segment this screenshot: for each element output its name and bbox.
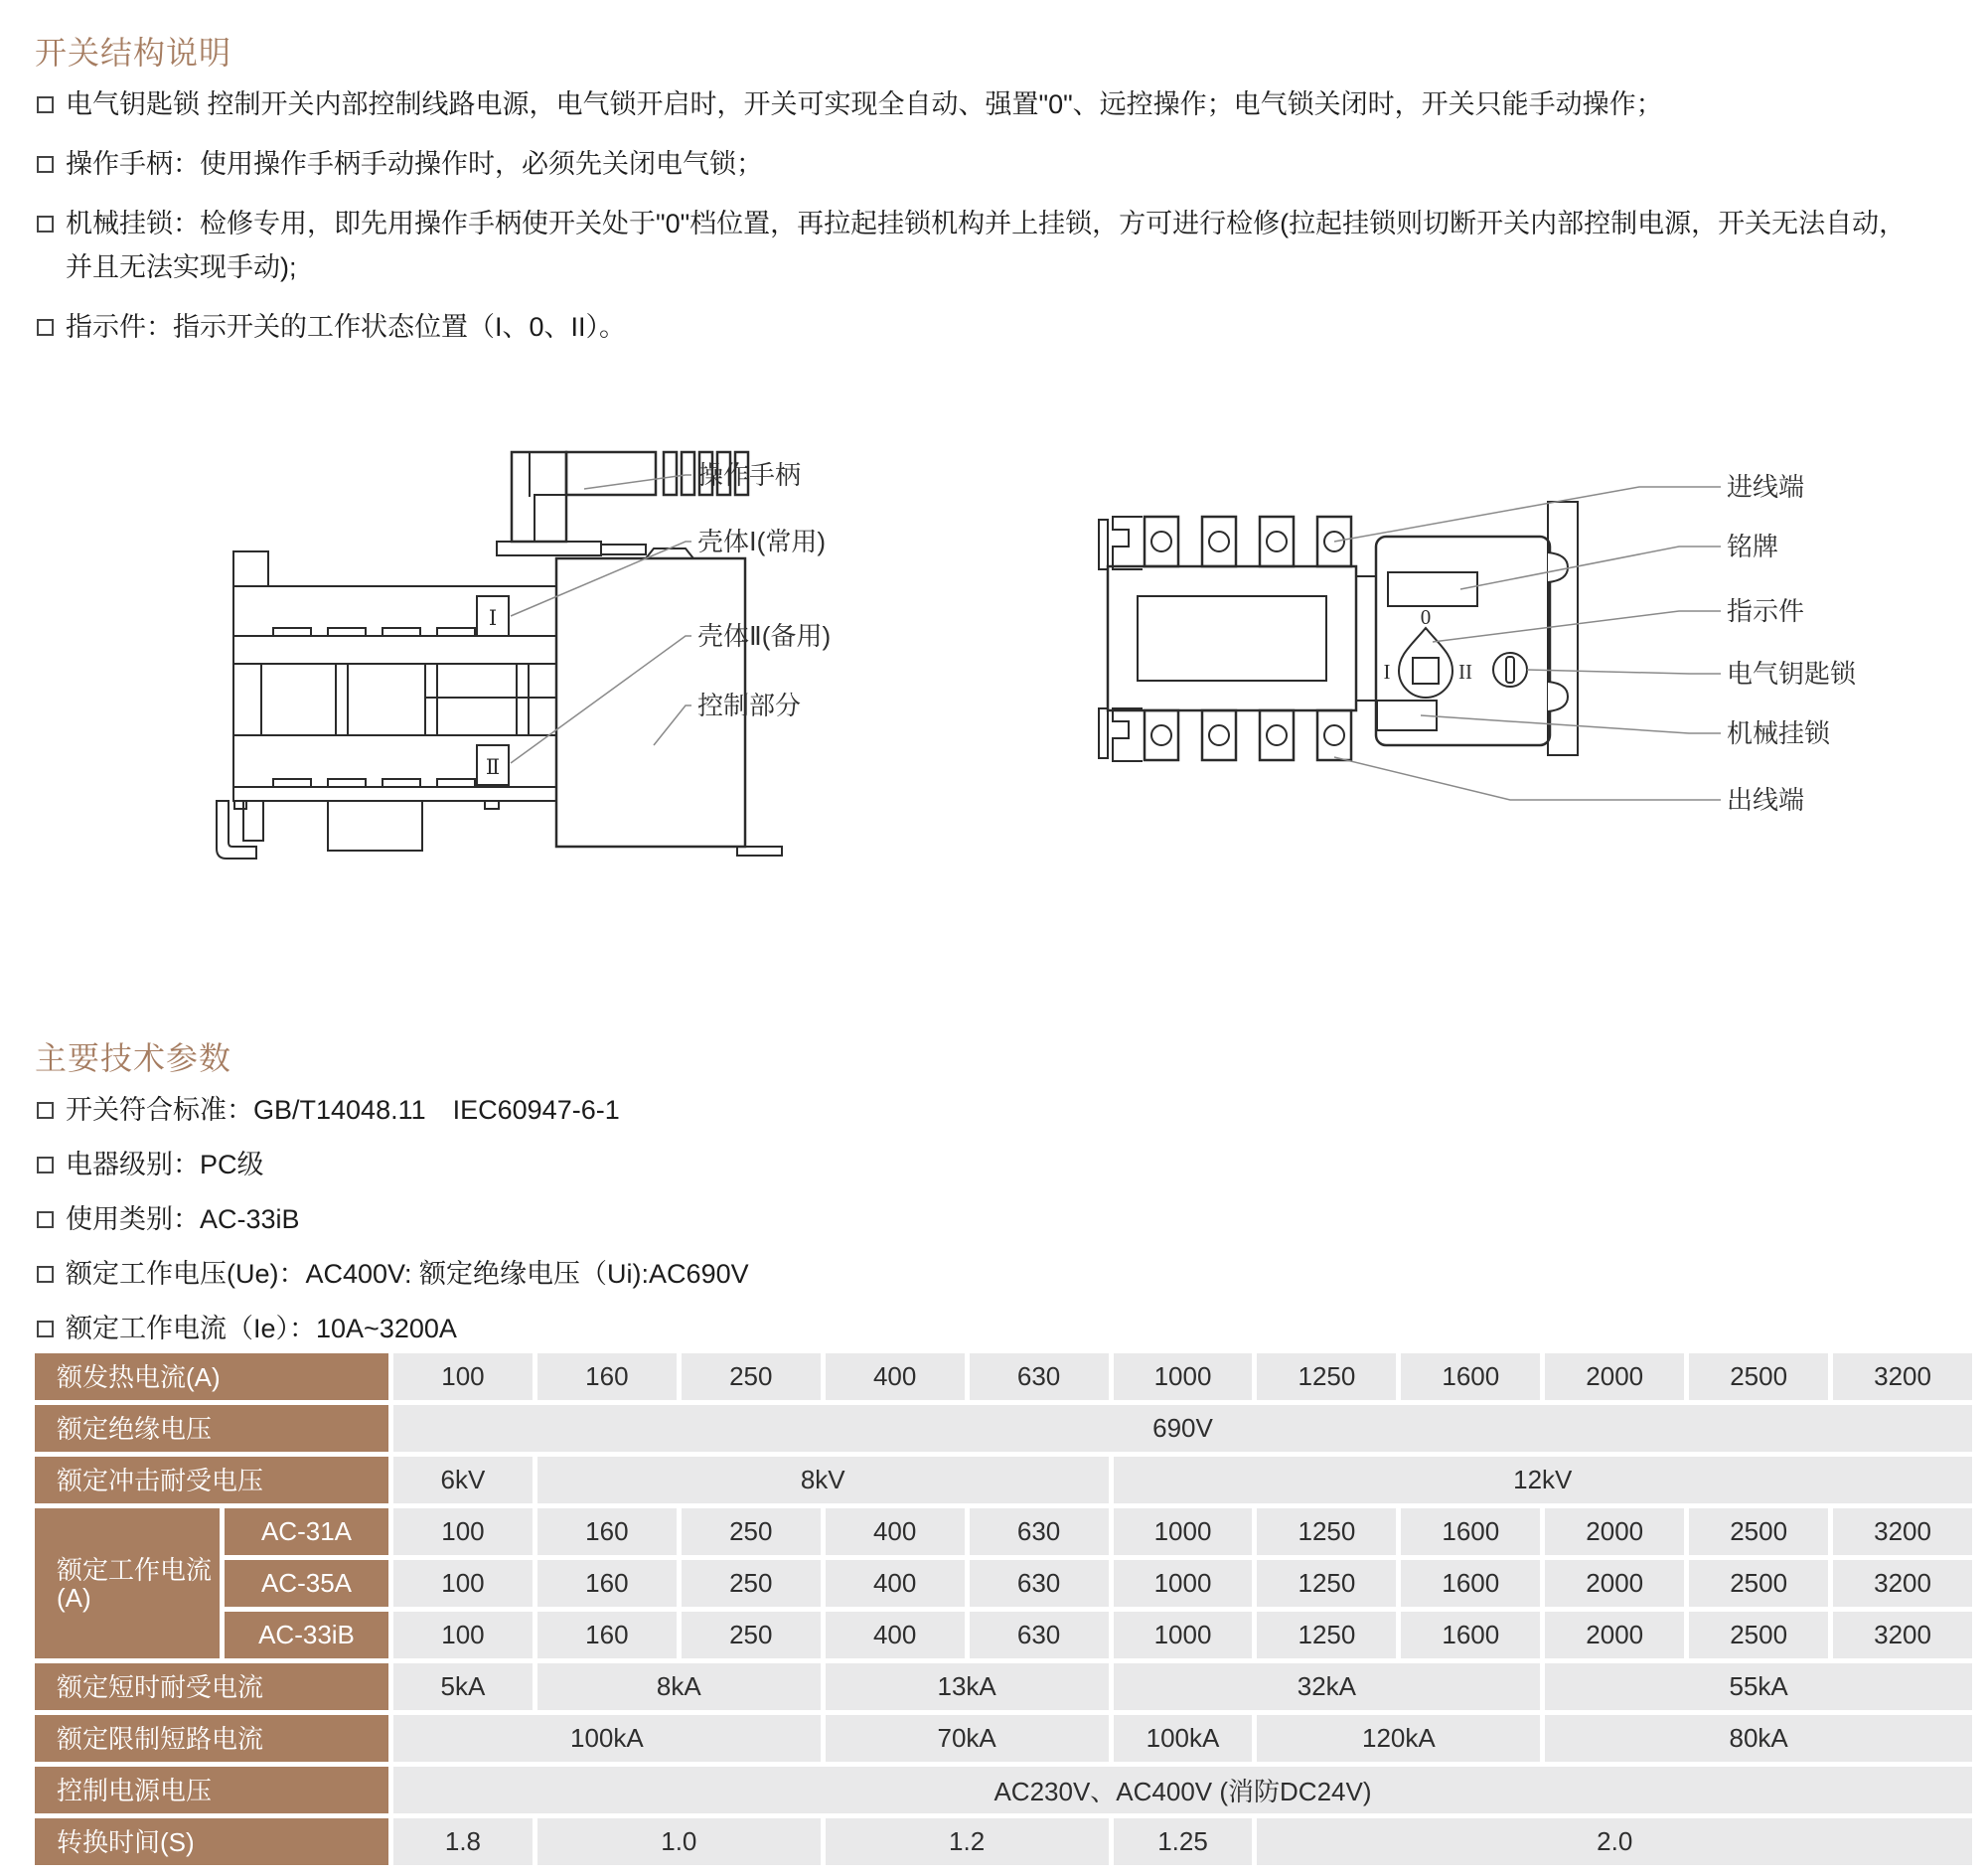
spec-value-cell: 160: [537, 1612, 677, 1658]
spec-value-cell: 1.0: [537, 1818, 821, 1865]
spec-value-cell: 100kA: [1114, 1715, 1253, 1762]
spec-header-cell: 转换时间(S): [35, 1818, 388, 1865]
spec-value-cell: 3200: [1833, 1508, 1972, 1555]
spec-value-cell: 3200: [1833, 1612, 1972, 1658]
spec-header-cell: 额定限制短路电流: [35, 1715, 388, 1762]
spec-value-cell: 100kA: [393, 1715, 821, 1762]
spec-value-cell: 32kA: [1114, 1663, 1541, 1710]
side-view-diagram: [189, 447, 874, 864]
indicator-pos1-mark: I: [1383, 660, 1391, 684]
indicator-pos2-mark: II: [1458, 660, 1472, 684]
spec-value-cell: 2.0: [1257, 1818, 1972, 1865]
bullet-item: [35, 1257, 1952, 1291]
spec-value-cell: 1000: [1114, 1560, 1253, 1607]
bullet-square-icon: [37, 96, 54, 113]
spec-value-cell: 1000: [1114, 1612, 1253, 1658]
diagram-label-control: 控制部分: [697, 691, 802, 720]
spec-value-cell: 8kA: [537, 1663, 821, 1710]
spec-header-cell: 额定工作电流(A): [35, 1508, 220, 1658]
spec-value-cell: 400: [826, 1560, 965, 1607]
spec-value-cell: 13kA: [826, 1663, 1109, 1710]
spec-value-cell: 400: [826, 1353, 965, 1400]
spec-value-cell: 2000: [1545, 1508, 1684, 1555]
spec-value-cell: 3200: [1833, 1560, 1972, 1607]
spec-value-cell: 1.25: [1114, 1818, 1253, 1865]
bullet-text: 电气钥匙锁 控制开关内部控制线路电源，电气锁开启时，开关可实现全自动、强置"0"、远控操作；电气锁关闭时，开关只能手动操作；: [66, 89, 1663, 119]
bullet-text: 开关符合标准：GB/T14048.11 IEC60947-6-1: [66, 1095, 620, 1125]
diagram-label-shell2: 壳体Ⅱ(备用): [697, 621, 832, 651]
spec-value-cell: 1250: [1257, 1508, 1396, 1555]
spec-value-cell: 630: [970, 1508, 1109, 1555]
structure-bullet-list: [35, 87, 1952, 370]
spec-value-cell: 2500: [1689, 1560, 1828, 1607]
spec-value-cell: AC230V、AC400V (消防DC24V): [393, 1767, 1972, 1813]
incoming-terminals: [1145, 517, 1351, 566]
spec-value-cell: 6kV: [393, 1457, 533, 1503]
spec-header-cell: AC-33iB: [225, 1612, 388, 1658]
spec-value-cell: 250: [682, 1353, 821, 1400]
bullet-item: [35, 310, 1952, 344]
spec-value-cell: 70kA: [826, 1715, 1109, 1762]
diagram-label-keylock: 电气钥匙锁: [1727, 659, 1857, 689]
diagram-label-padlock: 机械挂锁: [1727, 718, 1831, 748]
spec-header-cell: AC-35A: [225, 1560, 388, 1607]
bullet-square-icon: [37, 216, 54, 233]
spec-value-cell: 1.2: [826, 1818, 1109, 1865]
spec-value-cell: 1250: [1257, 1560, 1396, 1607]
diagram-label-incoming: 进线端: [1727, 472, 1805, 502]
spec-value-cell: 2500: [1689, 1612, 1828, 1658]
switch-stack-drawing: [217, 551, 556, 859]
spec-value-cell: 5kA: [393, 1663, 533, 1710]
indicator-zero-mark: 0: [1420, 605, 1432, 629]
bullet-item: [35, 1312, 1952, 1345]
left-mounting-brackets: [1099, 517, 1143, 761]
spec-value-cell: 630: [970, 1353, 1109, 1400]
spec-value-cell: 1600: [1401, 1508, 1540, 1555]
spec-value-cell: 690V: [393, 1405, 1972, 1452]
spec-value-cell: 160: [537, 1353, 677, 1400]
spec-value-cell: 100: [393, 1353, 533, 1400]
diagram-label-outgoing: 出线端: [1727, 785, 1805, 815]
spec-value-cell: 2000: [1545, 1612, 1684, 1658]
bullet-square-icon: [37, 1321, 54, 1337]
bullet-item: [35, 1202, 1952, 1236]
spec-header-cell: 控制电源电压: [35, 1767, 388, 1813]
spec-value-cell: 1000: [1114, 1508, 1253, 1555]
section-title-parameters: 主要技术参数: [35, 1040, 232, 1076]
spec-value-cell: 55kA: [1545, 1663, 1972, 1710]
spec-table: [35, 1353, 1972, 1865]
spec-value-cell: 1600: [1401, 1612, 1540, 1658]
bullet-item: [35, 87, 1952, 121]
spec-value-cell: 2000: [1545, 1560, 1684, 1607]
spec-value-cell: 100: [393, 1508, 533, 1555]
spec-header-cell: 额发热电流(A): [35, 1353, 388, 1400]
spec-value-cell: 250: [682, 1560, 821, 1607]
spec-value-cell: 630: [970, 1560, 1109, 1607]
top-view-diagram: [1083, 447, 1898, 864]
diagram-label-nameplate: 铭牌: [1727, 532, 1779, 561]
bullet-text: 额定工作电流（Ie）：10A~3200A: [66, 1314, 457, 1343]
spec-header-cell: AC-31A: [225, 1508, 388, 1555]
outgoing-terminals: [1145, 710, 1351, 760]
bullet-square-icon: [37, 1266, 54, 1283]
control-head-drawing: [1376, 537, 1550, 745]
spec-value-cell: 630: [970, 1612, 1109, 1658]
spec-value-cell: 1250: [1257, 1612, 1396, 1658]
spec-header-cell: 额定冲击耐受电压: [35, 1457, 388, 1503]
bullet-square-icon: [37, 1157, 54, 1173]
parameter-bullet-list: [35, 1093, 1952, 1366]
spec-value-cell: 80kA: [1545, 1715, 1972, 1762]
spec-value-cell: 1600: [1401, 1560, 1540, 1607]
bullet-item: [35, 1148, 1952, 1181]
bullet-square-icon: [37, 1211, 54, 1228]
bullet-text: 额定工作电压(Ue)：AC400V: 额定绝缘电压（Ui):AC690V: [66, 1259, 749, 1289]
spec-value-cell: 1.8: [393, 1818, 533, 1865]
bullet-square-icon: [37, 156, 54, 173]
spec-value-cell: 1250: [1257, 1353, 1396, 1400]
spec-value-cell: 3200: [1833, 1353, 1972, 1400]
spec-value-cell: 2500: [1689, 1508, 1828, 1555]
position-1-mark: Ⅰ: [488, 606, 498, 630]
switch-body-drawing: [1108, 566, 1376, 710]
bullet-text: 操作手柄：使用操作手柄手动操作时，必须先关闭电气锁；: [66, 149, 763, 179]
right-mounting-bracket: [1548, 502, 1578, 755]
spec-value-cell: 250: [682, 1612, 821, 1658]
bullet-continuation-text: 并且无法实现手动);: [66, 252, 297, 282]
bullet-text: 使用类别：AC-33iB: [66, 1204, 300, 1234]
spec-value-cell: 400: [826, 1508, 965, 1555]
diagram-label-indicator: 指示件: [1727, 596, 1805, 626]
spec-value-cell: 250: [682, 1508, 821, 1555]
spec-value-cell: 2000: [1545, 1353, 1684, 1400]
spec-value-cell: 2500: [1689, 1353, 1828, 1400]
position-2-mark: Ⅱ: [485, 755, 501, 779]
key-lock: [1493, 653, 1527, 687]
spec-value-cell: 160: [537, 1508, 677, 1555]
spec-value-cell: 100: [393, 1612, 533, 1658]
bullet-item: [35, 1093, 1952, 1127]
spec-value-cell: 160: [537, 1560, 677, 1607]
spec-value-cell: 8kV: [537, 1457, 1109, 1503]
bullet-item: [35, 207, 1952, 240]
bullet-text: 机械挂锁：检修专用，即先用操作手柄使开关处于"0"档位置，再拉起挂锁机构并上挂锁，方可进行检修(拉起挂锁则切断开关内部控制电源，开关无法自动，: [66, 209, 1907, 238]
bullet-item: [35, 147, 1952, 181]
spec-value-cell: 12kV: [1114, 1457, 1972, 1503]
bullet-text: 电器级别：PC级: [66, 1150, 264, 1179]
spec-value-cell: 100: [393, 1560, 533, 1607]
spec-value-cell: 1000: [1114, 1353, 1253, 1400]
spec-value-cell: 400: [826, 1612, 965, 1658]
bullet-text: 指示件：指示开关的工作状态位置（I、0、II）。: [66, 312, 627, 342]
spec-value-cell: 1600: [1401, 1353, 1540, 1400]
diagram-label-handle: 操作手柄: [697, 460, 802, 490]
section-title-structure: 开关结构说明: [35, 35, 232, 71]
spec-value-cell: 120kA: [1257, 1715, 1540, 1762]
bullet-square-icon: [37, 319, 54, 336]
diagram-label-shell1: 壳体Ⅰ(常用): [697, 527, 826, 556]
bullet-square-icon: [37, 1102, 54, 1119]
spec-header-cell: 额定绝缘电压: [35, 1405, 388, 1452]
spec-header-cell: 额定短时耐受电流: [35, 1663, 388, 1710]
